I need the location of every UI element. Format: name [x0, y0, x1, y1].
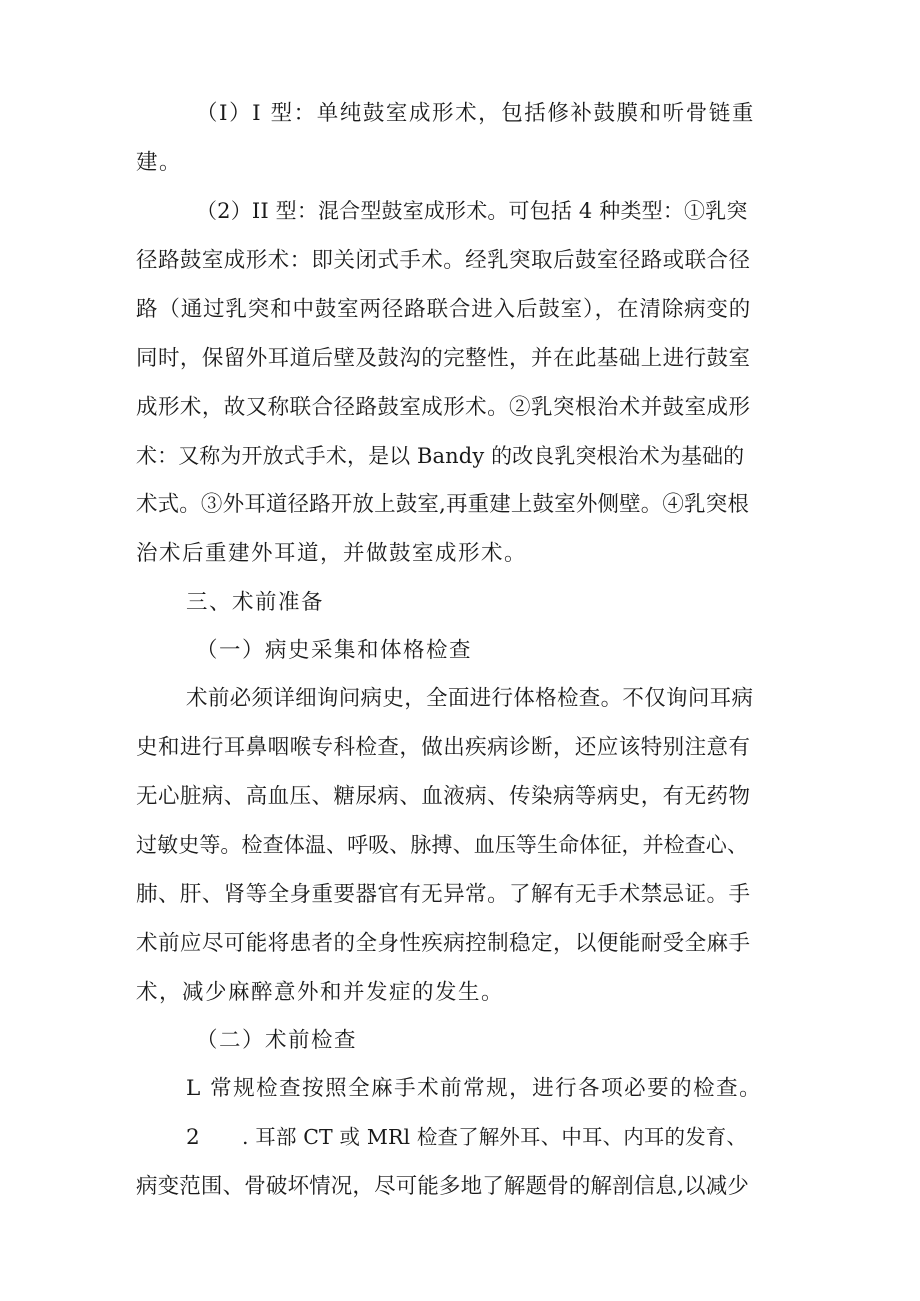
para2-line7: 术式。③外耳道径路开放上鼓室,再重建上鼓室外侧壁。④乳突根	[136, 492, 749, 517]
para2-line2: 径路鼓室成形术：即关闭式手术。经乳突取后鼓室径路或联合径	[136, 248, 751, 273]
para3-line2: 史和进行耳鼻咽喉专科检查，做出疾病诊断，还应该特别注意有	[136, 735, 751, 760]
item2-number: 2	[186, 1125, 202, 1150]
para2-line5: 成形术，故又称联合径路鼓室成形术。②乳突根治术并鼓室成形	[136, 395, 751, 420]
para2-line8: 治术后重建外耳道，并做鼓室成形术。	[136, 541, 528, 566]
para3-line3: 无心脏病、高血压、糖尿病、血液病、传染病等病史，有无药物	[136, 784, 751, 809]
para2-line4: 同时，保留外耳道后壁及鼓沟的完整性，并在此基础上进行鼓室	[136, 346, 751, 371]
section-heading-3: 三、术前准备	[186, 590, 325, 615]
item1-routine-exam: L 常规检查按照全麻手术前常规，进行各项必要的检查。	[186, 1076, 763, 1101]
item2-line1: . 耳部 CT 或 MRl 检查了解外耳、中耳、内耳的发育、	[242, 1125, 748, 1149]
para3-line7: 术，减少麻醉意外和并发症的发生。	[136, 980, 505, 1005]
para3-line5: 肺、肝、肾等全身重要器官有无异常。了解有无手术禁忌证。手	[136, 882, 751, 907]
subheading-history: （一）病史采集和体格检查	[196, 638, 473, 663]
para3-line6: 术前应尽可能将患者的全身性疾病控制稳定，以便能耐受全麻手	[136, 931, 751, 956]
para3-line1: 术前必须详细询问病史，全面进行体格检查。不仅询问耳病	[186, 686, 754, 711]
item2-line2: 病变范围、骨破坏情况，尽可能多地了解题骨的解剖信息,以减少	[136, 1174, 749, 1199]
para1-line1: （I）I 型：单纯鼓室成形术，包括修补鼓膜和听骨链重	[196, 101, 755, 126]
para2-line3: 路（通过乳突和中鼓室两径路联合进入后鼓室），在清除病变的	[136, 297, 752, 322]
para2-line1: （2）II 型：混合型鼓室成形术。可包括 4 种类型：①乳突	[196, 199, 748, 223]
para2-line6: 术：又称为开放式手术，是以 Bandy 的改良乳突根治术为基础的	[136, 444, 745, 468]
subheading-preop-exam: （二）术前检查	[196, 1028, 358, 1053]
para3-line4: 过敏史等。检查体温、呼吸、脉搏、血压等生命体征，并检查心、	[136, 833, 749, 857]
para1-line2: 建。	[136, 150, 183, 175]
